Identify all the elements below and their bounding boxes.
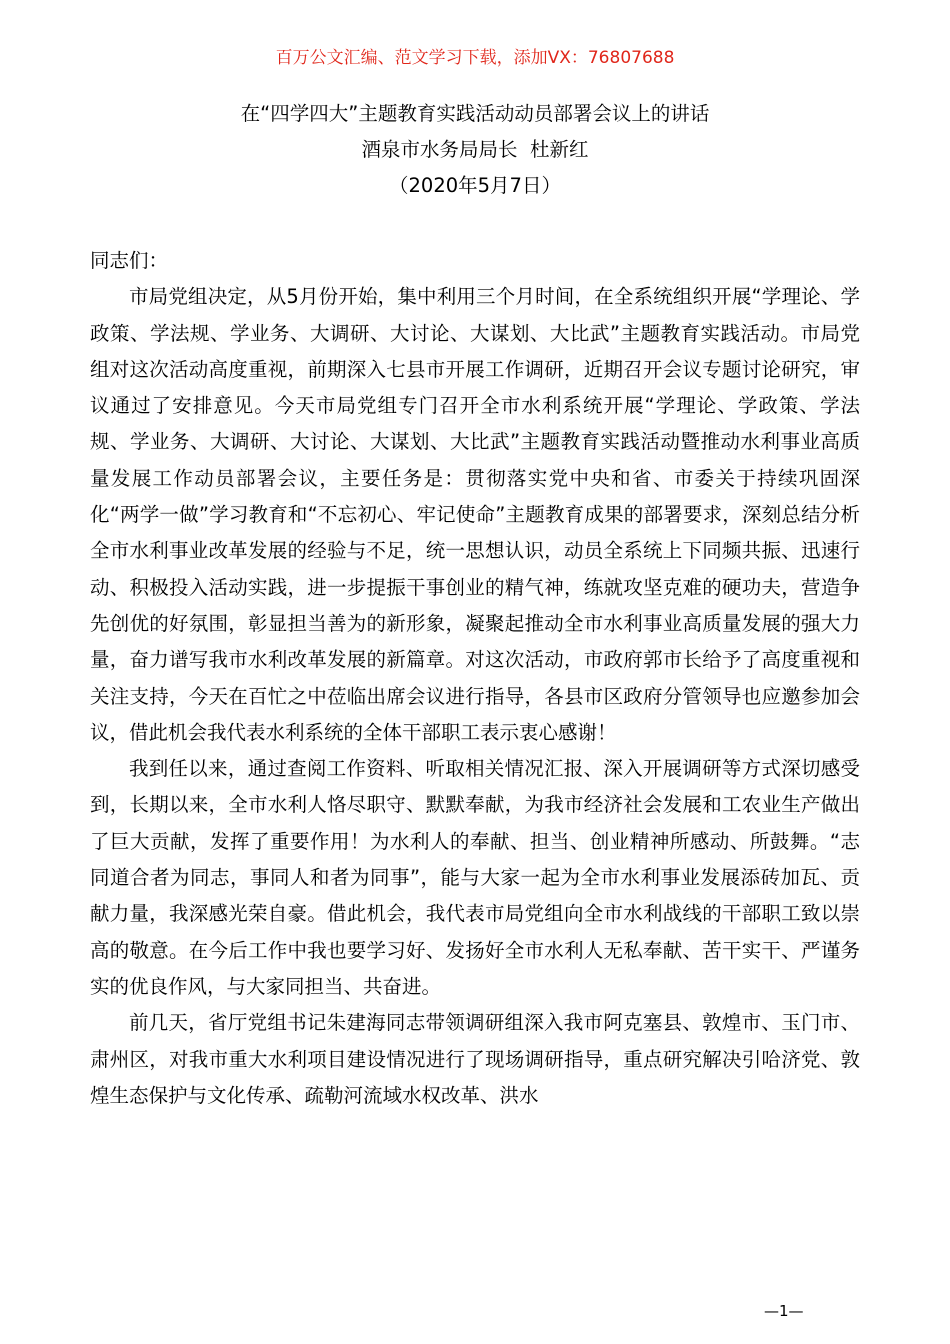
speech-body: [90, 243, 860, 1114]
speaker-line: 酒泉市水务局局长 杜新红: [361, 138, 589, 161]
download-banner: 百万公文汇编、范文学习下载，添加VX：76807688: [275, 48, 675, 68]
speech-title: 在“四学四大”主题教育实践活动动员部署会议上的讲话: [240, 102, 710, 125]
page-number: —1—: [764, 1302, 804, 1320]
greeting: 同志们：: [90, 249, 169, 272]
paragraph: 市局党组决定，从5月份开始，集中利用三个月时间，在全系统组织开展“学理论、学政策、学法规、学业务、大调研、大讨论、大谋划、大比武”主题教育实践活动。市局党组对这次活动高度重视，前期深入七县市开展工作调研，近期召开会议专题讨论研究，审议通过了安排意见。今天市局党组专门召开全市水利系统开展“学理论、学政策、学法规、学业务、大调研、大讨论、大谋划、大比武”主题教育实践活动暨推动水利事业高质量发展工作动员部署会议，主要任务是：贯彻落实党中央和省、市委关于持续巩固深化“两学一做”学习教育和“不忘初心、牢记使命”主题教育成果的部署要求，深刻总结分析全市水利事业改革发展的经验与不足，统一思想认识，动员全系统上下同频共振、迅速行动、积极投入活动实践，进一步提振干事创业的精气神，练就攻坚克难的硬功夫，营造争先创优的好氛围，彰显担当善为的新形象，凝聚起推动全市水利事业高质量发展的强大力量，奋力谱写我市水利改革发展的新篇章。对这次活动，市政府郭市长给予了高度重视和关注支持，今天在百忙之中莅临出席会议进行指导，各县市区政府分管领导也应邀参加会议，借此机会我代表水利系统的全体干部职工表示衷心感谢！: [90, 285, 860, 744]
paragraph: 前几天，省厅党组书记朱建海同志带领调研组深入我市阿克塞县、敦煌市、玉门市、肃州区，对我市重大水利项目建设情况进行了现场调研指导，重点研究解决引哈济党、敦煌生态保护与文化传承、疏勒河流域水权改革、洪水: [90, 1011, 860, 1107]
speech-date: （2020年5月7日）: [389, 174, 561, 197]
speech-title-block: [0, 96, 950, 204]
paragraph: 我到任以来，通过查阅工作资料、听取相关情况汇报、深入开展调研等方式深切感受到，长期以来，全市水利人恪尽职守、默默奉献，为我市经济社会发展和工农业生产做出了巨大贡献，发挥了重要作用！为水利人的奉献、担当、创业精神所感动、所鼓舞。“志同道合者为同志，事同人和者为同事”，能与大家一起为全市水利事业发展添砖加瓦、贡献力量，我深感光荣自豪。借此机会，我代表市局党组向全市水利战线的干部职工致以崇高的敬意。在今后工作中我也要学习好、发扬好全市水利人无私奉献、苦干实干、严谨务实的优良作风，与大家同担当、共奋进。: [90, 757, 860, 998]
